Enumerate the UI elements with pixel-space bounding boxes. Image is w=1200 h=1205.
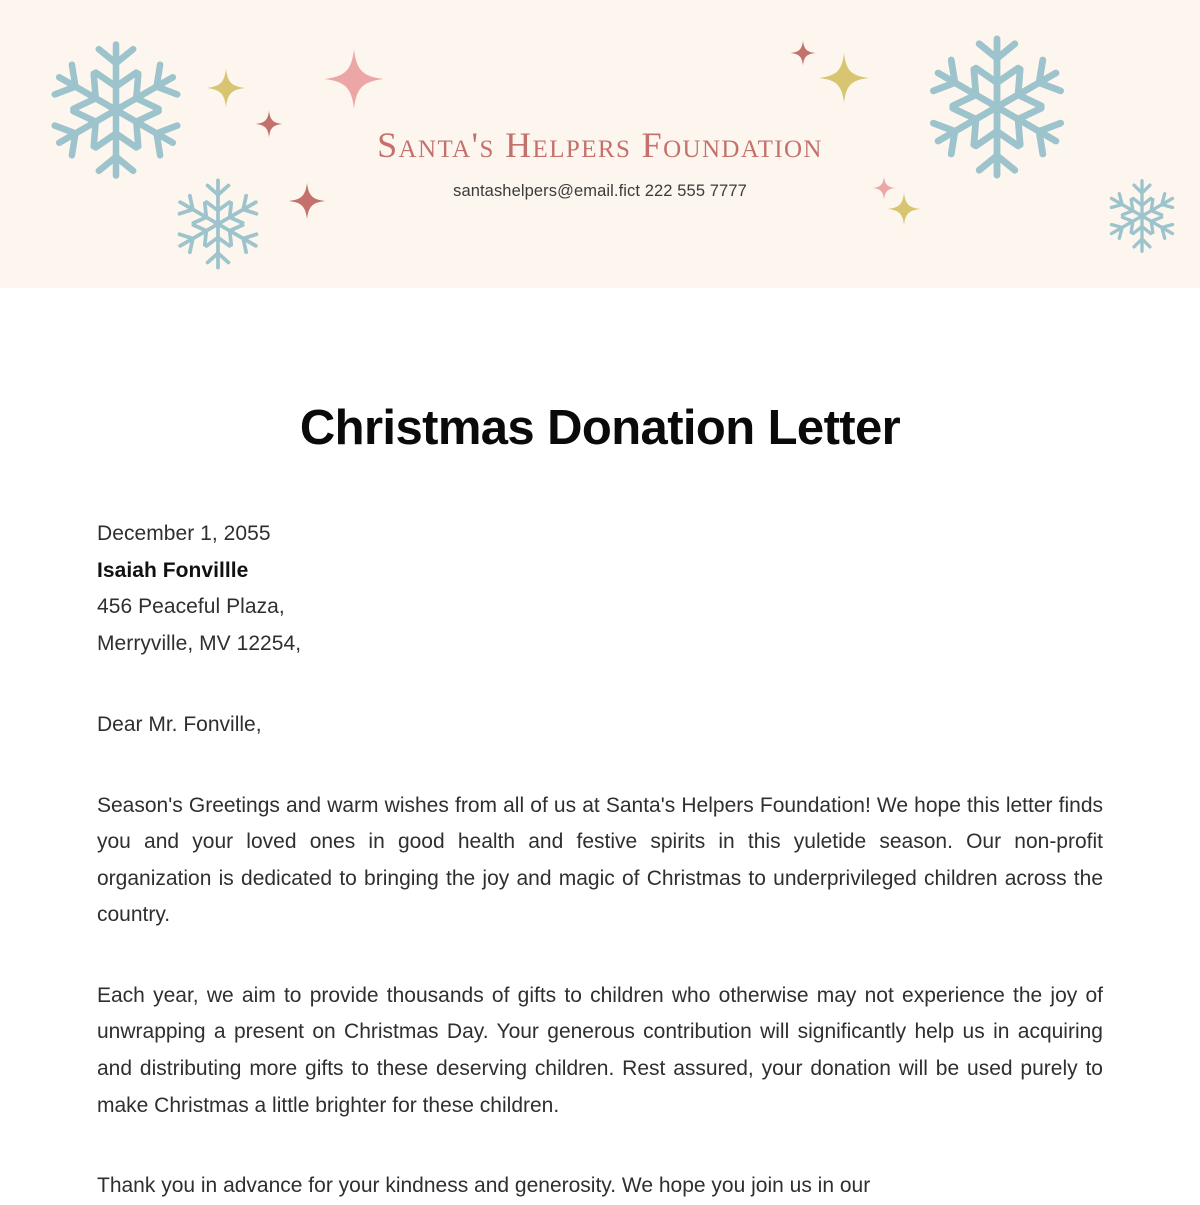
body-paragraph: Season's Greetings and warm wishes from all of us at Santa's Helpers Foundation! We hope this letter finds you and your loved ones in good health and festive spirits in this yuletide season. Our non-profit organization is dedicated to bringing the joy and magic of Christmas to underprivileged children across the country. (97, 793, 1103, 927)
body-paragraph: Each year, we aim to provide thousands of gifts to children who otherwise may not experience the joy of unwrapping a present on Christmas Day. Your generous contribution will significantly help us in acquiring and distributing more gifts to these deserving children. Rest assured, your donation will be used purely to make Christmas a little brighter for these children. (97, 983, 1103, 1117)
letter-date: December 1, 2055 (97, 522, 271, 545)
logo-block (0, 126, 1200, 201)
letter-content (97, 453, 1103, 1205)
organization-name: Santa's Helpers Foundation (377, 125, 823, 165)
letterhead-banner (0, 0, 1200, 288)
recipient-address-line-2: Merryville, MV 12254, (97, 631, 302, 655)
recipient-address-line-1: 456 Peaceful Plaza, (97, 595, 285, 618)
recipient-name: Isaiah Fonvillle (97, 558, 249, 582)
sparkle-icon (323, 48, 385, 110)
sparkle-icon (818, 52, 870, 104)
sparkle-icon (206, 68, 246, 108)
letter-body (0, 288, 1200, 1205)
page-title: Christmas Donation Letter (299, 401, 901, 455)
organization-contact: santashelpers@email.fict 222 555 7777 (453, 181, 747, 200)
salutation: Dear Mr. Fonville, (97, 713, 262, 736)
sparkle-icon (790, 40, 816, 66)
body-paragraph: Thank you in advance for your kindness and generosity. We hope you join us in our (97, 1174, 871, 1198)
